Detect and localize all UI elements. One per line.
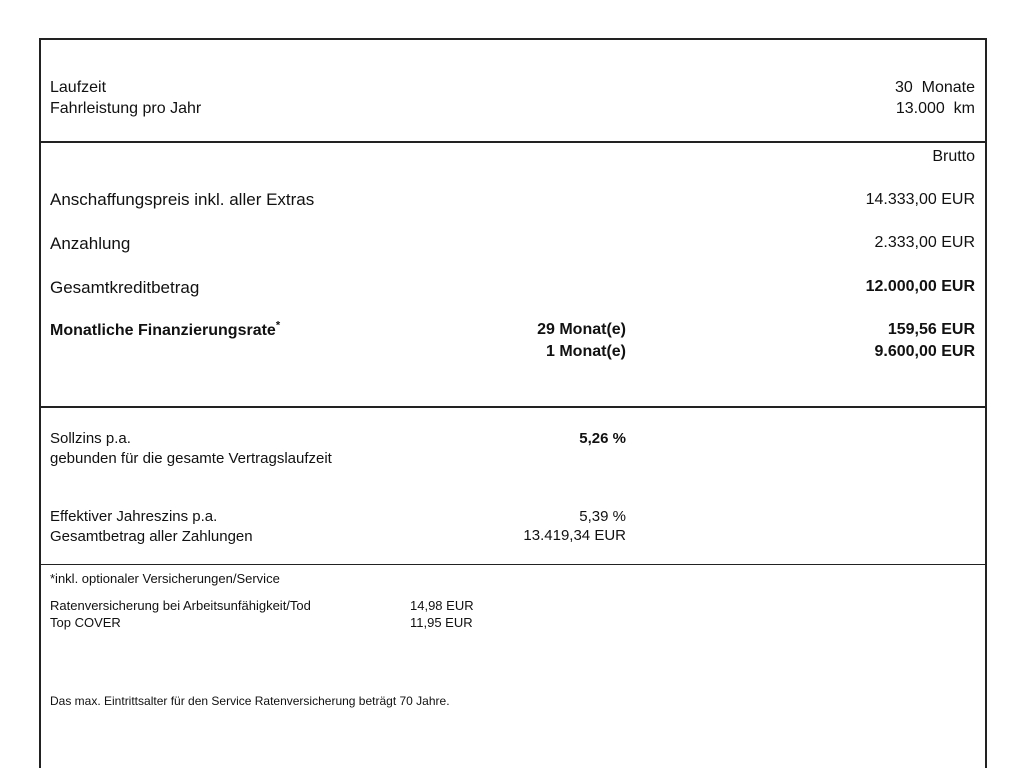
rate-months-2: 1 Monat(e) xyxy=(546,343,626,360)
anschaffungspreis-label: Anschaffungspreis inkl. aller Extras xyxy=(50,190,315,209)
finance-offer-document xyxy=(39,38,987,768)
anschaffungspreis-value: 14.333,00 EUR xyxy=(865,191,975,208)
laufzeit-value: 30 Monate xyxy=(894,79,975,96)
gesamtbetrag-label: Gesamtbetrag aller Zahlungen xyxy=(50,528,253,545)
laufzeit-label: Laufzeit xyxy=(50,79,107,96)
effektiv-label: Effektiver Jahreszins p.a. xyxy=(50,508,218,525)
finanzierungsrate-label-text: Monatliche Finanzierungsrate xyxy=(50,322,276,339)
gesamtbetrag-value: 13.419,34 EUR xyxy=(523,527,626,544)
fahrleistung-label: Fahrleistung pro Jahr xyxy=(50,100,202,117)
rate-months-1: 29 Monat(e) xyxy=(537,321,626,338)
footnote-mark: * xyxy=(275,319,281,332)
anzahlung-value: 2.333,00 EUR xyxy=(874,234,975,251)
divider-top xyxy=(41,141,987,143)
divider-middle xyxy=(41,406,987,408)
sollzins-label: Sollzins p.a. xyxy=(50,430,131,447)
fahrleistung-value: 13.000 km xyxy=(895,100,975,117)
top-cover-label: Top COVER xyxy=(50,615,121,630)
effektiv-value: 5,39 % xyxy=(579,508,626,525)
sollzins-value: 5,26 % xyxy=(579,430,626,447)
age-note: Das max. Eintrittsalter für den Service Ratenversicherung beträgt 70 Jahre. xyxy=(50,694,450,708)
rate-amount-2: 9.600,00 EUR xyxy=(874,343,975,360)
gesamtkreditbetrag-label: Gesamtkreditbetrag xyxy=(50,278,200,297)
finanzierungsrate-label xyxy=(50,320,280,341)
top-cover-value: 11,95 EUR xyxy=(410,615,473,630)
ratenversicherung-label: Ratenversicherung bei Arbeitsunfähigkeit/Tod xyxy=(50,598,311,613)
anzahlung-label: Anzahlung xyxy=(50,234,131,253)
gesamtkreditbetrag-value: 12.000,00 EUR xyxy=(865,278,975,295)
rate-amount-1: 159,56 EUR xyxy=(887,321,975,338)
ratenversicherung-value: 14,98 EUR xyxy=(410,598,474,613)
footnote-text: *inkl. optionaler Versicherungen/Service xyxy=(50,571,280,586)
brutto-header: Brutto xyxy=(932,148,975,165)
sollzins-sub: gebunden für die gesamte Vertragslaufzeit xyxy=(50,450,332,467)
divider-bottom xyxy=(41,564,987,565)
